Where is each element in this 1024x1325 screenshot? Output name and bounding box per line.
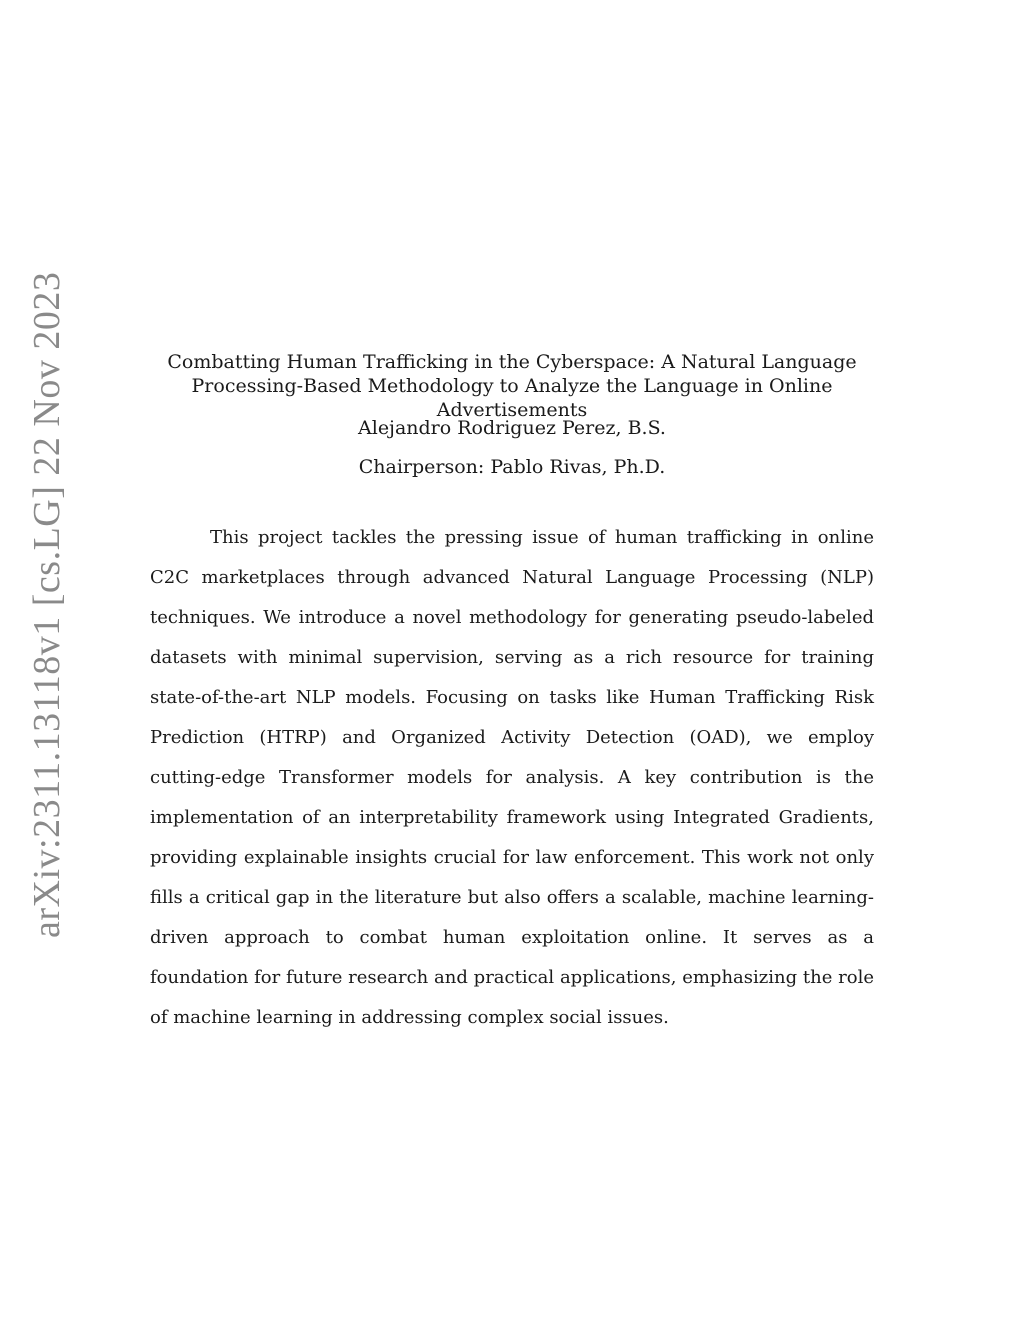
arxiv-identifier-stamp: arXiv:2311.13118v1 [cs.LG] 22 Nov 2023 <box>26 271 68 938</box>
abstract-paragraph: This project tackles the pressing issue of human trafficking in online C2C marketplaces through advanced Natural Language Processing (NLP) techniques. We introduce a novel methodology for generating pseudo-labeled datasets with minimal supervision, serving as a rich resource for training state-of-the-art NLP models. Focusing on tasks like Human Trafficking Risk Prediction (HTRP) and Organized Activity Detection (OAD), we employ cutting-edge Transformer models for analysis. A key contribution is the implementation of an interpretability framework using Integrated Gradients, providing explainable insights crucial for law enforcement. This work not only fills a critical gap in the literature but also offers a scalable, machine learningdriven approach to combat human exploitation online. It serves as a foundation for future research and practical applications, emphasizing the role of machine learning in addressing complex social issues. <box>150 527 874 1028</box>
paper-title-line-1: Combatting Human Trafficking in the Cyberspace: A Natural Language <box>167 351 857 373</box>
paper-title-line-2: Processing-Based Methodology to Analyze the Language in Online Advertisements <box>191 375 833 421</box>
author-name: Alejandro Rodriguez Perez, B.S. <box>358 417 666 439</box>
chairperson-name: Chairperson: Pablo Rivas, Ph.D. <box>358 456 666 478</box>
paper-title <box>150 350 874 422</box>
